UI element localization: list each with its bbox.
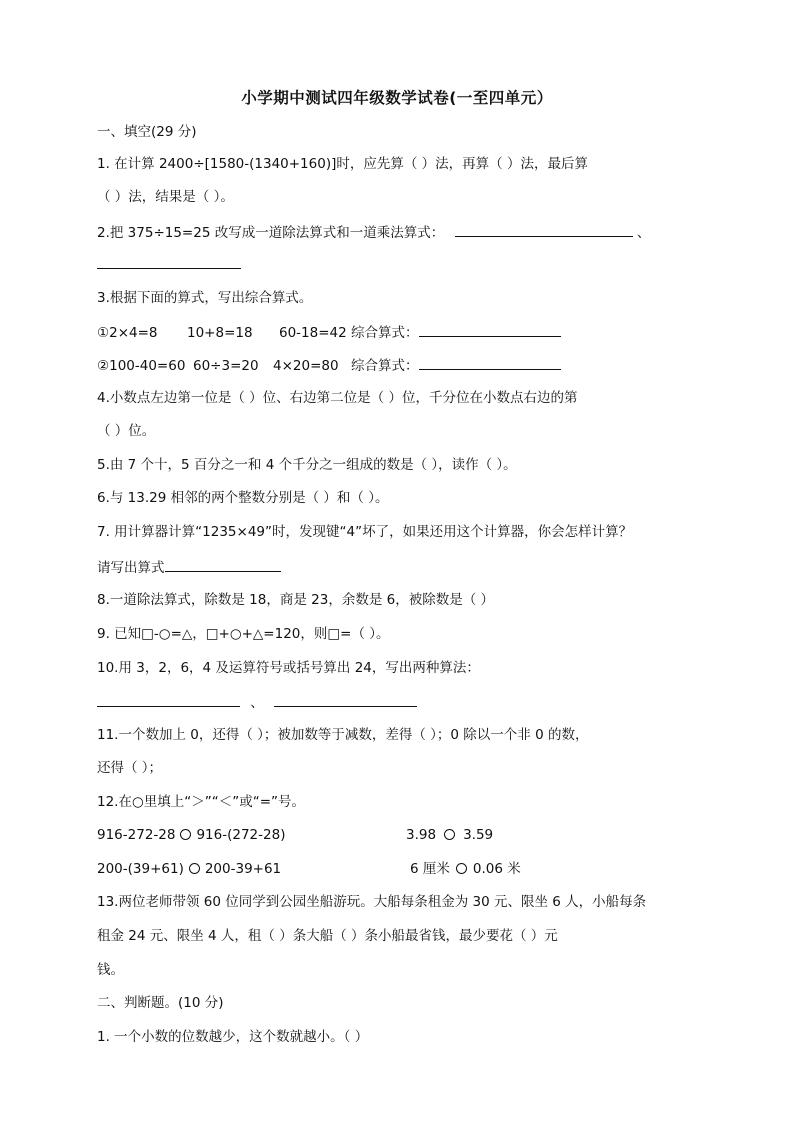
answer-blank[interactable] xyxy=(97,692,240,707)
question-6: 6.与 13.29 相邻的两个整数分别是（ ）和（ ）。 xyxy=(97,490,389,506)
question-8: 8.一道除法算式，除数是 18，商是 23，余数是 6，被除数是（ ） xyxy=(97,592,494,608)
compare-circle[interactable] xyxy=(180,829,191,840)
question-13-line-1: 13.两位老师带领 60 位同学到公园坐船游玩。大船每条租金为 30 元、限坐 6 人，小船每条 xyxy=(97,894,647,910)
equation: ①2×4=8 xyxy=(97,325,158,341)
answer-blank[interactable] xyxy=(274,692,417,707)
right-comparison xyxy=(406,826,493,844)
separator: 、 xyxy=(636,225,651,241)
question-7-line-2 xyxy=(97,557,704,577)
compare-circle[interactable] xyxy=(444,829,455,840)
right-comparison xyxy=(410,860,521,878)
question-7-prompt: 请写出算式 xyxy=(97,560,165,576)
question-9: 9. 已知□-○=△，□+○+△=120，则□=（ ）。 xyxy=(97,626,390,642)
equation: ②100-40=60 xyxy=(97,358,186,374)
equation: 60-18=42 xyxy=(279,325,347,341)
expression: 3.59 xyxy=(463,827,494,843)
exam-title: 小学期中测试四年级数学试卷(一至四单元） xyxy=(241,89,553,107)
question-12-row-1 xyxy=(97,826,704,844)
expression: 916-(272-28) xyxy=(196,827,286,843)
expression: 3.98 xyxy=(406,827,437,843)
expression: 6 厘米 xyxy=(410,861,450,877)
equation: 10+8=18 xyxy=(187,325,253,341)
question-11-line-1: 11.一个数加上 0，还得（ ）；被加数等于减数，差得（ ）；0 除以一个非 0 的数， xyxy=(97,727,589,743)
answer-blank[interactable] xyxy=(165,557,281,572)
combined-label: 综合算式： xyxy=(351,358,419,374)
question-3-text: 3.根据下面的算式，写出综合算式。 xyxy=(97,290,313,306)
question-7-line-1: 7. 用计算器计算“1235×49”时，发现键“4”坏了，如果还用这个计算器，你会怎样计算？ xyxy=(97,524,633,540)
question-12-row-2 xyxy=(97,860,704,878)
question-4-line-2: （ ）位。 xyxy=(97,423,156,439)
question-2-line-1 xyxy=(97,222,704,242)
combined-label: 综合算式： xyxy=(351,325,419,341)
question-10: 10.用 3，2，6，4 及运算符号或括号算出 24，写出两种算法： xyxy=(97,660,480,676)
equation: 60÷3=20 xyxy=(193,358,259,374)
section-true-false-heading: 二、判断题。(10 分) xyxy=(97,995,224,1011)
answer-blank[interactable] xyxy=(97,254,241,269)
question-13-line-2: 租金 24 元、限坐 4 人，租（ ）条大船（ ）条小船最省钱，最少要花（ ）元 xyxy=(97,928,558,944)
compare-circle[interactable] xyxy=(189,863,200,874)
compare-circle[interactable] xyxy=(456,863,467,874)
expression: 0.06 米 xyxy=(472,861,521,877)
question-1-line-2: （ ）法，结果是（ ）。 xyxy=(97,189,234,205)
judgment-question-1: 1. 一个小数的位数越少，这个数就越小。（ ） xyxy=(97,1029,369,1045)
question-13-line-3: 钱。 xyxy=(97,962,124,978)
section-fill-in-heading: 一、填空(29 分) xyxy=(97,124,197,140)
question-11-line-2: 还得（ ）； xyxy=(97,760,163,776)
question-12-text: 12.在○里填上“＞”“＜”或“=”号。 xyxy=(97,794,306,810)
question-10-answers xyxy=(97,692,704,712)
question-4-line-1: 4.小数点左边第一位是（ ）位、右边第二位是（ ）位，千分位在小数点右边的第 xyxy=(97,390,578,406)
question-3-row-1 xyxy=(97,322,704,342)
expression: 916-272-28 xyxy=(97,827,176,843)
question-2-line-2 xyxy=(97,254,704,274)
question-3-row-2 xyxy=(97,355,704,375)
question-1-line-1: 1. 在计算 2400÷[1580-(1340+160)]时，应先算（ ）法，再算（ ）法，最后算 xyxy=(97,156,588,172)
answer-blank[interactable] xyxy=(455,222,633,237)
answer-blank[interactable] xyxy=(419,322,561,337)
answer-blank[interactable] xyxy=(419,355,561,370)
separator: 、 xyxy=(250,695,264,711)
expression: 200-39+61 xyxy=(204,861,282,877)
expression: 200-(39+61) xyxy=(97,861,184,877)
question-2-text: 2.把 375÷15=25 改写成一道除法算式和一道乘法算式： xyxy=(97,225,445,241)
equation: 4×20=80 xyxy=(273,358,339,374)
question-5: 5.由 7 个十，5 百分之一和 4 个千分之一组成的数是（ ），读作（ ）。 xyxy=(97,457,517,473)
